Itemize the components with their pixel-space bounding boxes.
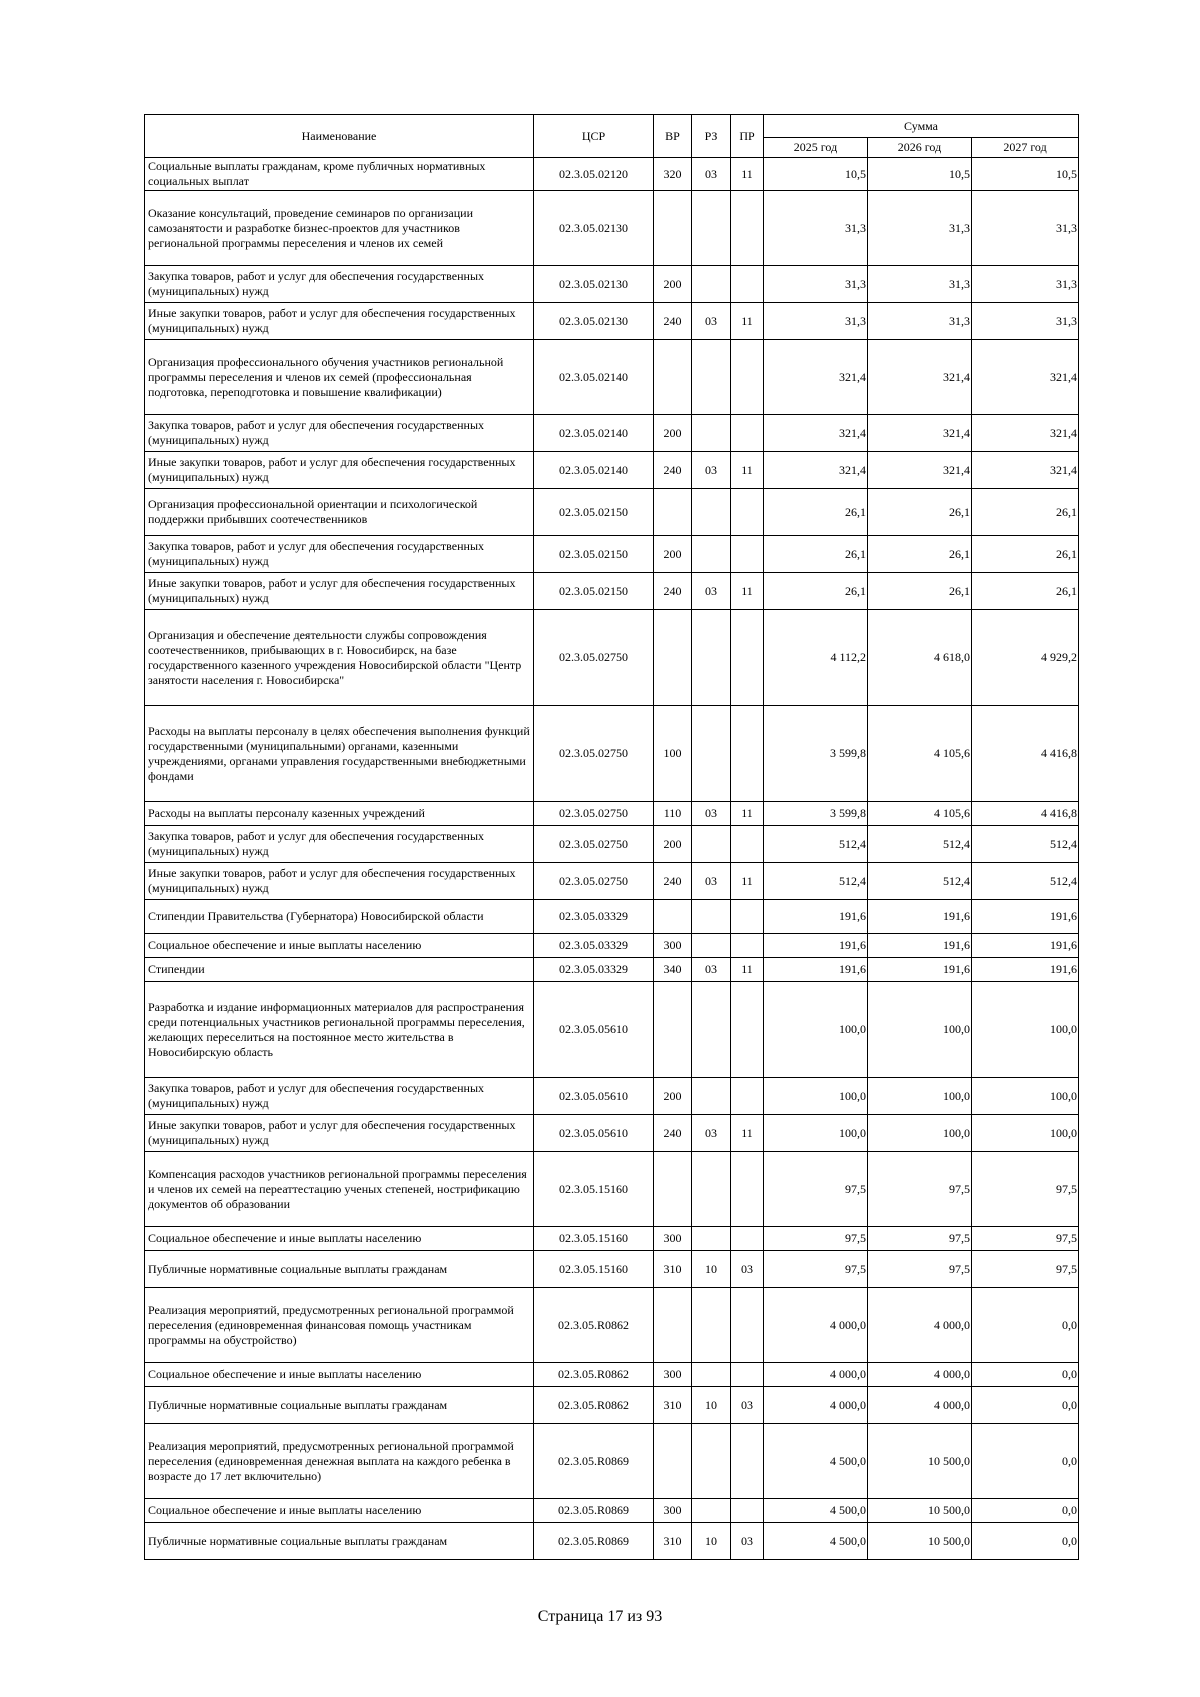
cell-pr <box>731 1288 764 1363</box>
cell-pr <box>731 1499 764 1523</box>
cell-pr: 11 <box>731 863 764 900</box>
cell-name: Иные закупки товаров, работ и услуг для обеспечения государственных (муниципальных) нужд <box>145 452 534 489</box>
cell-pr <box>731 536 764 573</box>
cell-sum-2027: 321,4 <box>972 340 1079 415</box>
cell-pr <box>731 415 764 452</box>
cell-vr: 340 <box>654 958 692 982</box>
cell-sum-2025: 321,4 <box>764 415 868 452</box>
cell-name: Организация профессионального обучения участников региональной программы переселения и членов их семей (профессиональная подготовка, переподготовка и повышение квалификации) <box>145 340 534 415</box>
cell-name: Публичные нормативные социальные выплаты гражданам <box>145 1523 534 1560</box>
cell-sum-2026: 10 500,0 <box>868 1523 972 1560</box>
cell-name: Стипендии Правительства (Губернатора) Новосибирской области <box>145 900 534 934</box>
cell-sum-2026: 4 105,6 <box>868 802 972 826</box>
cell-csr: 02.3.05.03329 <box>534 934 654 958</box>
cell-csr: 02.3.05.03329 <box>534 958 654 982</box>
cell-sum-2027: 97,5 <box>972 1152 1079 1227</box>
header-csr: ЦСР <box>534 115 654 158</box>
cell-sum-2025: 4 500,0 <box>764 1424 868 1499</box>
cell-sum-2025: 512,4 <box>764 863 868 900</box>
cell-sum-2027: 26,1 <box>972 573 1079 610</box>
cell-name: Иные закупки товаров, работ и услуг для обеспечения государственных (муниципальных) нужд <box>145 1115 534 1152</box>
cell-sum-2025: 4 000,0 <box>764 1288 868 1363</box>
cell-rz: 03 <box>692 863 731 900</box>
header-year-2026: 2026 год <box>868 138 972 158</box>
cell-sum-2025: 191,6 <box>764 900 868 934</box>
header-pr: ПР <box>731 115 764 158</box>
cell-sum-2026: 31,3 <box>868 266 972 303</box>
cell-rz <box>692 415 731 452</box>
cell-sum-2026: 100,0 <box>868 1115 972 1152</box>
cell-rz <box>692 1227 731 1251</box>
cell-rz <box>692 1152 731 1227</box>
cell-rz <box>692 489 731 536</box>
table-row <box>145 452 1079 489</box>
cell-csr: 02.3.05.02130 <box>534 266 654 303</box>
cell-sum-2025: 31,3 <box>764 191 868 266</box>
cell-vr: 240 <box>654 452 692 489</box>
cell-rz <box>692 900 731 934</box>
cell-pr <box>731 826 764 863</box>
cell-rz: 03 <box>692 802 731 826</box>
cell-vr: 200 <box>654 266 692 303</box>
cell-vr <box>654 1152 692 1227</box>
cell-rz: 10 <box>692 1387 731 1424</box>
cell-pr <box>731 191 764 266</box>
cell-csr: 02.3.05.R0869 <box>534 1499 654 1523</box>
header-vr: ВР <box>654 115 692 158</box>
cell-sum-2026: 321,4 <box>868 340 972 415</box>
cell-pr: 11 <box>731 802 764 826</box>
cell-name: Закупка товаров, работ и услуг для обеспечения государственных (муниципальных) нужд <box>145 266 534 303</box>
cell-sum-2027: 0,0 <box>972 1363 1079 1387</box>
cell-pr <box>731 1424 764 1499</box>
cell-sum-2027: 26,1 <box>972 489 1079 536</box>
cell-sum-2027: 0,0 <box>972 1387 1079 1424</box>
cell-name: Расходы на выплаты персоналу в целях обеспечения выполнения функций государственными (муниципальными) органами, казенными учреждениями, органами управления государственными внебюджетными фондами <box>145 706 534 802</box>
cell-sum-2026: 31,3 <box>868 303 972 340</box>
table-row <box>145 1424 1079 1499</box>
table-row <box>145 536 1079 573</box>
cell-sum-2027: 321,4 <box>972 452 1079 489</box>
cell-sum-2025: 26,1 <box>764 489 868 536</box>
cell-sum-2026: 512,4 <box>868 826 972 863</box>
cell-sum-2027: 26,1 <box>972 536 1079 573</box>
cell-csr: 02.3.05.02150 <box>534 536 654 573</box>
table-row <box>145 303 1079 340</box>
cell-pr <box>731 1363 764 1387</box>
cell-sum-2026: 191,6 <box>868 900 972 934</box>
cell-sum-2025: 100,0 <box>764 982 868 1078</box>
cell-vr: 310 <box>654 1251 692 1288</box>
cell-sum-2025: 321,4 <box>764 340 868 415</box>
cell-sum-2025: 4 000,0 <box>764 1387 868 1424</box>
cell-name: Реализация мероприятий, предусмотренных региональной программой переселения (единовременная финансовая помощь участникам программы на обустройство) <box>145 1288 534 1363</box>
cell-vr <box>654 489 692 536</box>
cell-sum-2027: 321,4 <box>972 415 1079 452</box>
cell-rz <box>692 266 731 303</box>
cell-rz <box>692 706 731 802</box>
cell-pr: 11 <box>731 1115 764 1152</box>
cell-vr: 300 <box>654 1227 692 1251</box>
cell-pr: 03 <box>731 1523 764 1560</box>
cell-csr: 02.3.05.02150 <box>534 489 654 536</box>
cell-sum-2027: 100,0 <box>972 982 1079 1078</box>
cell-csr: 02.3.05.02750 <box>534 706 654 802</box>
cell-sum-2026: 97,5 <box>868 1251 972 1288</box>
cell-csr: 02.3.05.R0869 <box>534 1523 654 1560</box>
cell-csr: 02.3.05.02130 <box>534 303 654 340</box>
cell-vr <box>654 1424 692 1499</box>
cell-vr: 240 <box>654 573 692 610</box>
table-row <box>145 934 1079 958</box>
table-row <box>145 489 1079 536</box>
cell-sum-2027: 191,6 <box>972 900 1079 934</box>
cell-name: Социальное обеспечение и иные выплаты населению <box>145 934 534 958</box>
cell-name: Публичные нормативные социальные выплаты гражданам <box>145 1251 534 1288</box>
cell-name: Реализация мероприятий, предусмотренных региональной программой переселения (единовременная денежная выплата на каждого ребенка в возрасте до 17 лет включительно) <box>145 1424 534 1499</box>
cell-csr: 02.3.05.05610 <box>534 982 654 1078</box>
cell-pr <box>731 489 764 536</box>
cell-csr: 02.3.05.02140 <box>534 415 654 452</box>
cell-sum-2026: 4 000,0 <box>868 1363 972 1387</box>
cell-vr: 100 <box>654 706 692 802</box>
cell-sum-2026: 10,5 <box>868 158 972 191</box>
cell-name: Закупка товаров, работ и услуг для обеспечения государственных (муниципальных) нужд <box>145 415 534 452</box>
table-body <box>145 158 1079 1560</box>
cell-csr: 02.3.05.02750 <box>534 610 654 706</box>
cell-pr <box>731 1227 764 1251</box>
cell-vr <box>654 982 692 1078</box>
table-row <box>145 415 1079 452</box>
table-row <box>145 982 1079 1078</box>
cell-sum-2027: 0,0 <box>972 1499 1079 1523</box>
cell-pr: 11 <box>731 573 764 610</box>
cell-rz <box>692 340 731 415</box>
cell-vr: 200 <box>654 415 692 452</box>
cell-vr <box>654 191 692 266</box>
table-row <box>145 1499 1079 1523</box>
cell-sum-2025: 97,5 <box>764 1227 868 1251</box>
cell-csr: 02.3.05.02750 <box>534 802 654 826</box>
cell-sum-2025: 3 599,8 <box>764 802 868 826</box>
table-row <box>145 706 1079 802</box>
cell-sum-2026: 10 500,0 <box>868 1424 972 1499</box>
cell-pr <box>731 340 764 415</box>
cell-vr: 300 <box>654 1499 692 1523</box>
cell-csr: 02.3.05.R0869 <box>534 1424 654 1499</box>
cell-vr <box>654 1288 692 1363</box>
cell-csr: 02.3.05.02140 <box>534 452 654 489</box>
cell-name: Закупка товаров, работ и услуг для обеспечения государственных (муниципальных) нужд <box>145 536 534 573</box>
cell-rz <box>692 1424 731 1499</box>
cell-sum-2027: 512,4 <box>972 826 1079 863</box>
cell-sum-2025: 191,6 <box>764 934 868 958</box>
cell-sum-2026: 191,6 <box>868 934 972 958</box>
cell-sum-2025: 100,0 <box>764 1078 868 1115</box>
cell-rz <box>692 536 731 573</box>
cell-sum-2027: 191,6 <box>972 958 1079 982</box>
header-sum: Сумма <box>764 115 1079 138</box>
cell-csr: 02.3.05.R0862 <box>534 1363 654 1387</box>
cell-sum-2025: 26,1 <box>764 536 868 573</box>
cell-sum-2026: 4 000,0 <box>868 1288 972 1363</box>
cell-sum-2025: 10,5 <box>764 158 868 191</box>
cell-rz: 10 <box>692 1523 731 1560</box>
cell-vr <box>654 610 692 706</box>
cell-sum-2025: 512,4 <box>764 826 868 863</box>
budget-table <box>144 114 1079 1560</box>
cell-pr: 11 <box>731 303 764 340</box>
cell-pr <box>731 610 764 706</box>
cell-csr: 02.3.05.02140 <box>534 340 654 415</box>
cell-name: Организация профессиональной ориентации и психологической поддержки прибывших соотечественников <box>145 489 534 536</box>
cell-sum-2026: 100,0 <box>868 1078 972 1115</box>
cell-rz: 03 <box>692 158 731 191</box>
cell-pr: 11 <box>731 958 764 982</box>
cell-name: Социальные выплаты гражданам, кроме публичных нормативных социальных выплат <box>145 158 534 191</box>
table-row <box>145 1227 1079 1251</box>
cell-rz <box>692 1363 731 1387</box>
cell-sum-2027: 0,0 <box>972 1523 1079 1560</box>
cell-sum-2027: 97,5 <box>972 1251 1079 1288</box>
cell-pr <box>731 266 764 303</box>
cell-name: Социальное обеспечение и иные выплаты населению <box>145 1499 534 1523</box>
cell-name: Иные закупки товаров, работ и услуг для обеспечения государственных (муниципальных) нужд <box>145 303 534 340</box>
table-row <box>145 1251 1079 1288</box>
cell-pr <box>731 1078 764 1115</box>
table-row <box>145 863 1079 900</box>
cell-sum-2025: 97,5 <box>764 1152 868 1227</box>
cell-vr: 240 <box>654 1115 692 1152</box>
cell-rz <box>692 934 731 958</box>
cell-rz: 03 <box>692 452 731 489</box>
table-row <box>145 826 1079 863</box>
cell-csr: 02.3.05.15160 <box>534 1152 654 1227</box>
cell-pr: 03 <box>731 1251 764 1288</box>
cell-sum-2026: 512,4 <box>868 863 972 900</box>
cell-sum-2025: 3 599,8 <box>764 706 868 802</box>
cell-sum-2026: 97,5 <box>868 1152 972 1227</box>
table-row <box>145 802 1079 826</box>
cell-sum-2027: 4 416,8 <box>972 802 1079 826</box>
cell-sum-2027: 191,6 <box>972 934 1079 958</box>
cell-name: Стипендии <box>145 958 534 982</box>
cell-sum-2025: 191,6 <box>764 958 868 982</box>
cell-sum-2027: 0,0 <box>972 1424 1079 1499</box>
cell-rz: 03 <box>692 958 731 982</box>
table-row <box>145 900 1079 934</box>
table-row <box>145 1363 1079 1387</box>
cell-sum-2027: 100,0 <box>972 1078 1079 1115</box>
table-row <box>145 958 1079 982</box>
table-row <box>145 266 1079 303</box>
cell-pr <box>731 934 764 958</box>
cell-sum-2027: 0,0 <box>972 1288 1079 1363</box>
cell-name: Социальное обеспечение и иные выплаты населению <box>145 1363 534 1387</box>
cell-csr: 02.3.05.02750 <box>534 863 654 900</box>
cell-rz: 03 <box>692 303 731 340</box>
cell-sum-2025: 4 500,0 <box>764 1499 868 1523</box>
cell-pr <box>731 706 764 802</box>
table-row <box>145 191 1079 266</box>
cell-name: Закупка товаров, работ и услуг для обеспечения государственных (муниципальных) нужд <box>145 826 534 863</box>
cell-pr: 11 <box>731 452 764 489</box>
cell-sum-2025: 26,1 <box>764 573 868 610</box>
cell-vr: 310 <box>654 1387 692 1424</box>
table-row <box>145 1288 1079 1363</box>
cell-sum-2025: 100,0 <box>764 1115 868 1152</box>
cell-vr: 310 <box>654 1523 692 1560</box>
cell-rz <box>692 1288 731 1363</box>
cell-sum-2026: 31,3 <box>868 191 972 266</box>
cell-vr: 320 <box>654 158 692 191</box>
cell-sum-2027: 4 929,2 <box>972 610 1079 706</box>
cell-vr: 200 <box>654 536 692 573</box>
cell-csr: 02.3.05.15160 <box>534 1251 654 1288</box>
cell-csr: 02.3.05.05610 <box>534 1078 654 1115</box>
cell-sum-2027: 10,5 <box>972 158 1079 191</box>
cell-rz: 10 <box>692 1251 731 1288</box>
cell-csr: 02.3.05.R0862 <box>534 1387 654 1424</box>
cell-sum-2025: 31,3 <box>764 303 868 340</box>
cell-name: Публичные нормативные социальные выплаты гражданам <box>145 1387 534 1424</box>
cell-sum-2027: 31,3 <box>972 191 1079 266</box>
cell-csr: 02.3.05.02750 <box>534 826 654 863</box>
table-row <box>145 1523 1079 1560</box>
cell-sum-2026: 4 618,0 <box>868 610 972 706</box>
cell-rz: 03 <box>692 573 731 610</box>
cell-name: Организация и обеспечение деятельности службы сопровождения соотечественников, прибывающих в г. Новосибирск, на базе государственного казенного учреждения Новосибирской области "Центр занятости населения г. Новосибирска" <box>145 610 534 706</box>
cell-vr: 110 <box>654 802 692 826</box>
cell-name: Социальное обеспечение и иные выплаты населению <box>145 1227 534 1251</box>
table-row <box>145 340 1079 415</box>
cell-pr: 11 <box>731 158 764 191</box>
header-year-2025: 2025 год <box>764 138 868 158</box>
cell-csr: 02.3.05.R0862 <box>534 1288 654 1363</box>
table-row <box>145 1115 1079 1152</box>
cell-pr <box>731 900 764 934</box>
cell-sum-2026: 100,0 <box>868 982 972 1078</box>
cell-csr: 02.3.05.02130 <box>534 191 654 266</box>
cell-sum-2026: 10 500,0 <box>868 1499 972 1523</box>
cell-sum-2027: 4 416,8 <box>972 706 1079 802</box>
cell-name: Оказание консультаций, проведение семинаров по организации самозанятости и разработке бизнес-проектов для участников региональной программы переселения и членов их семей <box>145 191 534 266</box>
cell-sum-2025: 321,4 <box>764 452 868 489</box>
cell-name: Разработка и издание информационных материалов для распространения среди потенциальных участников региональной программы переселения, желающих переселиться на постоянное место жительства в Новосибирскую область <box>145 982 534 1078</box>
cell-pr: 03 <box>731 1387 764 1424</box>
cell-vr: 200 <box>654 1078 692 1115</box>
cell-sum-2026: 321,4 <box>868 452 972 489</box>
cell-vr: 240 <box>654 863 692 900</box>
table-row <box>145 573 1079 610</box>
table-row <box>145 1387 1079 1424</box>
cell-sum-2025: 97,5 <box>764 1251 868 1288</box>
cell-name: Иные закупки товаров, работ и услуг для обеспечения государственных (муниципальных) нужд <box>145 863 534 900</box>
cell-csr: 02.3.05.02120 <box>534 158 654 191</box>
cell-name: Компенсация расходов участников региональной программы переселения и членов их семей на переаттестацию ученых степеней, нострификацию документов об образовании <box>145 1152 534 1227</box>
cell-sum-2027: 31,3 <box>972 303 1079 340</box>
cell-csr: 02.3.05.02150 <box>534 573 654 610</box>
cell-sum-2026: 4 000,0 <box>868 1387 972 1424</box>
cell-sum-2026: 97,5 <box>868 1227 972 1251</box>
cell-sum-2025: 4 000,0 <box>764 1363 868 1387</box>
cell-sum-2026: 26,1 <box>868 489 972 536</box>
cell-name: Закупка товаров, работ и услуг для обеспечения государственных (муниципальных) нужд <box>145 1078 534 1115</box>
table-row <box>145 1152 1079 1227</box>
cell-sum-2026: 4 105,6 <box>868 706 972 802</box>
table-row <box>145 158 1079 191</box>
cell-rz <box>692 610 731 706</box>
cell-rz <box>692 1499 731 1523</box>
cell-vr <box>654 900 692 934</box>
cell-sum-2025: 31,3 <box>764 266 868 303</box>
cell-sum-2027: 31,3 <box>972 266 1079 303</box>
header-name: Наименование <box>145 115 534 158</box>
cell-csr: 02.3.05.05610 <box>534 1115 654 1152</box>
cell-sum-2027: 512,4 <box>972 863 1079 900</box>
cell-rz <box>692 1078 731 1115</box>
cell-sum-2027: 97,5 <box>972 1227 1079 1251</box>
cell-rz <box>692 191 731 266</box>
page-number: Страница 17 из 93 <box>537 1608 663 1625</box>
cell-sum-2026: 26,1 <box>868 573 972 610</box>
header-year-2027: 2027 год <box>972 138 1079 158</box>
cell-vr: 200 <box>654 826 692 863</box>
cell-rz: 03 <box>692 1115 731 1152</box>
table-row <box>145 1078 1079 1115</box>
cell-name: Иные закупки товаров, работ и услуг для обеспечения государственных (муниципальных) нужд <box>145 573 534 610</box>
cell-csr: 02.3.05.15160 <box>534 1227 654 1251</box>
cell-vr: 300 <box>654 1363 692 1387</box>
cell-name: Расходы на выплаты персоналу казенных учреждений <box>145 802 534 826</box>
cell-vr: 300 <box>654 934 692 958</box>
cell-sum-2026: 321,4 <box>868 415 972 452</box>
header-rz: РЗ <box>692 115 731 158</box>
cell-sum-2026: 26,1 <box>868 536 972 573</box>
cell-pr <box>731 1152 764 1227</box>
cell-rz <box>692 982 731 1078</box>
cell-sum-2026: 191,6 <box>868 958 972 982</box>
cell-sum-2025: 4 500,0 <box>764 1523 868 1560</box>
cell-sum-2027: 100,0 <box>972 1115 1079 1152</box>
cell-vr <box>654 340 692 415</box>
cell-vr: 240 <box>654 303 692 340</box>
cell-csr: 02.3.05.03329 <box>534 900 654 934</box>
table-row <box>145 610 1079 706</box>
cell-sum-2025: 4 112,2 <box>764 610 868 706</box>
cell-rz <box>692 826 731 863</box>
cell-pr <box>731 982 764 1078</box>
